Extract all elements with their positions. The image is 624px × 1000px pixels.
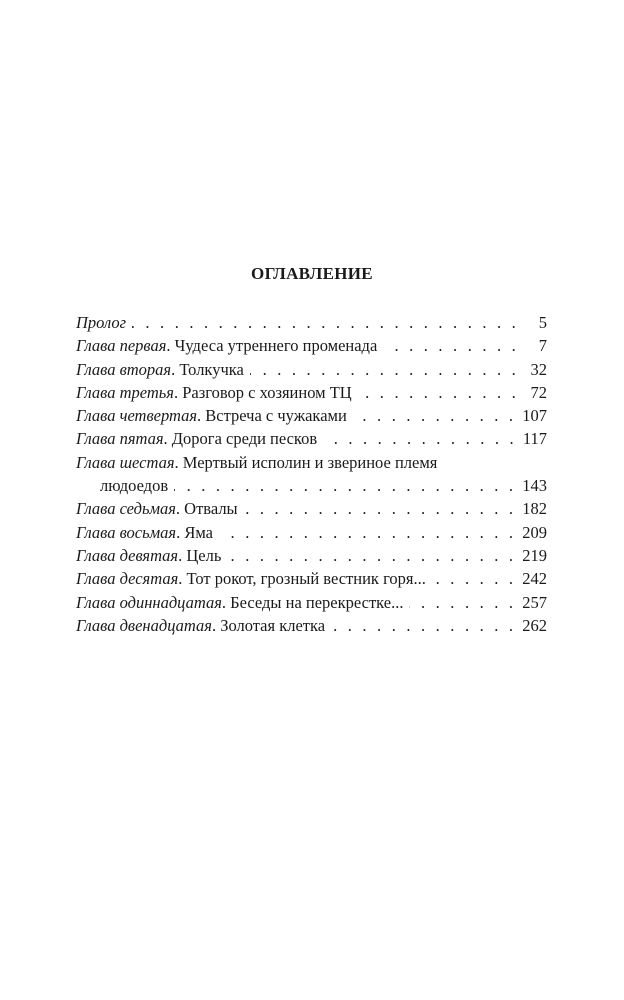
toc-entry-chapter-1[interactable] [76, 334, 547, 357]
toc-entry-title: Встреча с чужаками [205, 406, 347, 426]
toc-entry-page: 32 [530, 359, 547, 379]
toc-entry-separator: . [178, 569, 187, 589]
toc-entry-page: 182 [522, 499, 547, 519]
toc-entry-page: 219 [522, 545, 547, 565]
toc-entry-chapter-9[interactable] [76, 544, 547, 567]
toc-entry-label: Глава восьмая [76, 522, 177, 542]
toc-entry-page: 5 [538, 313, 547, 332]
toc-entry-page: 7 [538, 336, 547, 356]
toc-entry-chapter-3[interactable] [76, 381, 547, 404]
table-of-contents [76, 311, 547, 637]
toc-entry-page: 262 [522, 615, 547, 635]
toc-entry-chapter-2[interactable] [76, 358, 547, 381]
dot-leader [383, 334, 519, 357]
dot-leader [174, 474, 516, 497]
toc-entry-label: Глава десятая [76, 569, 179, 589]
toc-entry-prologue[interactable] [76, 311, 547, 334]
toc-entry-separator: . [163, 429, 172, 449]
toc-entry-separator: . [197, 406, 206, 426]
toc-entry-chapter-5[interactable] [76, 427, 547, 450]
dot-leader [409, 591, 516, 614]
dot-leader [353, 404, 516, 427]
toc-entry-separator: . [174, 452, 183, 472]
toc-entry-title: Золотая клетка [220, 615, 326, 635]
toc-entry-label: Глава вторая [76, 359, 172, 379]
toc-entry-chapter-10[interactable] [76, 567, 547, 590]
toc-entry-separator: . [221, 592, 231, 612]
dot-leader [227, 544, 516, 567]
toc-entry-page: 72 [530, 382, 547, 402]
dot-leader [358, 381, 519, 404]
toc-entry-label: Глава пятая [76, 429, 164, 449]
dot-leader [331, 614, 516, 637]
toc-entry-label: Глава одиннадцатая [76, 592, 222, 612]
toc-entry-separator: . [171, 359, 180, 379]
toc-entry-title: Разговор с хозяином ТЦ [182, 382, 352, 402]
toc-entry-label: Глава седьмая [76, 499, 176, 519]
dot-leader [244, 497, 517, 520]
toc-entry-page: 257 [522, 592, 547, 612]
toc-entry-separator: . [176, 522, 185, 542]
dot-leader [432, 567, 516, 590]
toc-entry-title: Дорога среди песков [171, 429, 318, 449]
toc-entry-label: Глава девятая [76, 545, 179, 565]
toc-entry-separator: . [166, 336, 175, 356]
toc-entry-separator: . [173, 382, 183, 402]
toc-entry-chapter-7[interactable] [76, 497, 547, 520]
toc-entry-label: Глава двенадцатая [76, 615, 212, 635]
toc-heading: ОГЛАВЛЕНИЕ [251, 264, 373, 283]
dot-leader [132, 311, 519, 334]
toc-entry-chapter-6[interactable] [76, 451, 547, 498]
toc-entry-title: Чудеса утреннего променада [174, 336, 378, 356]
toc-entry-chapter-4[interactable] [76, 404, 547, 427]
toc-entry-title: Толкучка [179, 359, 244, 379]
toc-entry-chapter-8[interactable] [76, 521, 547, 544]
toc-entry-separator: . [175, 499, 185, 519]
toc-entry-title: Отвалы [184, 499, 238, 519]
dot-leader [219, 521, 516, 544]
toc-entry-label: Глава третья [76, 382, 174, 402]
toc-entry-page: 209 [522, 522, 547, 542]
toc-entry-title-continued: людоедов [100, 476, 169, 496]
toc-entry-label: Глава первая [76, 336, 167, 356]
toc-entry-page: 107 [522, 406, 547, 426]
toc-entry-title: Тот рокот, грозный вестник горя... [186, 569, 426, 589]
toc-entry-label: Глава четвертая [76, 406, 198, 426]
toc-entry-page: 143 [522, 476, 547, 496]
dot-leader [323, 427, 517, 450]
toc-entry-page: 242 [522, 569, 547, 589]
toc-entry-label: Глава шестая [76, 452, 175, 472]
toc-entry-label: Пролог [76, 313, 127, 332]
toc-entry-title: Цель [186, 545, 222, 565]
toc-entry-title: Яма [184, 522, 213, 542]
toc-entry-title: Мертвый исполин и звериное племя [182, 452, 438, 472]
toc-entry-page: 117 [522, 429, 547, 449]
toc-entry-title: Беседы на перекрестке... [230, 592, 404, 612]
toc-entry-chapter-12[interactable] [76, 614, 547, 637]
toc-entry-separator: . [211, 615, 221, 635]
toc-entry-separator: . [178, 545, 187, 565]
dot-leader [250, 358, 519, 381]
toc-entry-chapter-11[interactable] [76, 591, 547, 614]
